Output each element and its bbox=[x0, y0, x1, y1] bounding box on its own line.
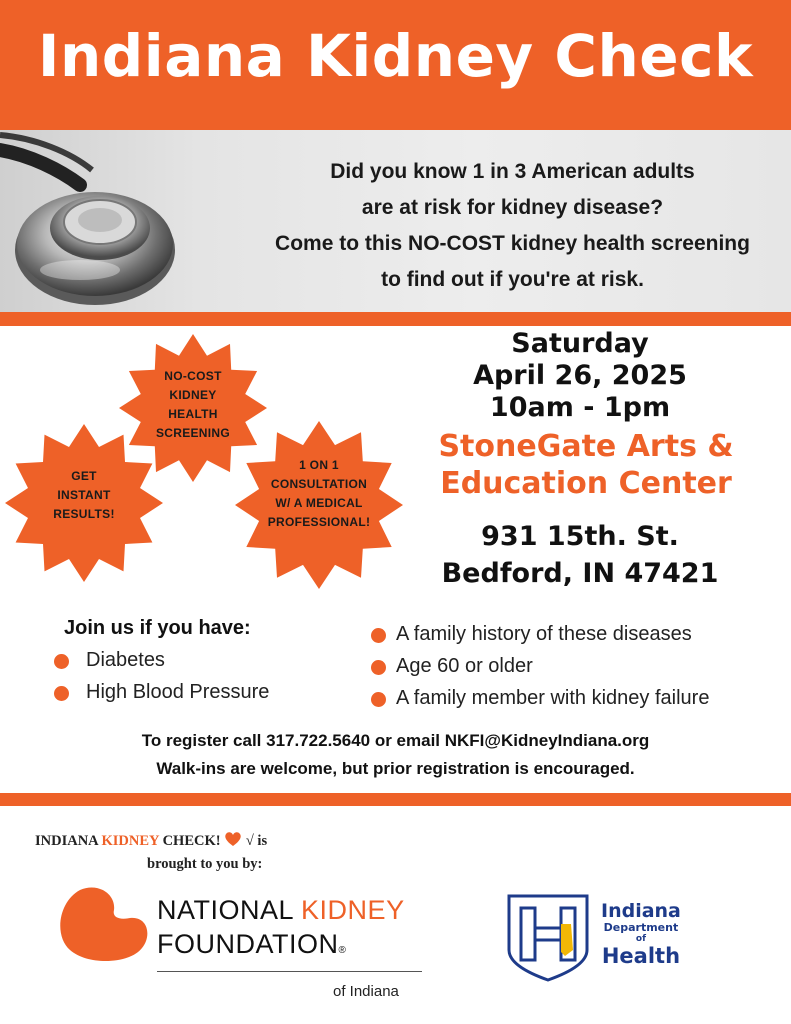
list-item: A family history of these diseases bbox=[371, 618, 709, 650]
event-time: 10am - 1pm bbox=[489, 392, 671, 423]
nkf-kidney-logo bbox=[58, 884, 150, 964]
idh-shield-logo bbox=[505, 890, 591, 982]
join-heading: Join us if you have: bbox=[64, 617, 251, 639]
condition-list bbox=[54, 644, 269, 708]
bullet-icon bbox=[371, 692, 386, 707]
intro-line: Did you know 1 in 3 American adults bbox=[330, 160, 695, 183]
bullet-icon bbox=[371, 628, 386, 643]
idh-name: Indiana Department of Health bbox=[601, 900, 681, 968]
divider bbox=[0, 312, 791, 326]
nkf-subtitle: of Indiana bbox=[333, 983, 399, 1000]
event-date: April 26, 2025 bbox=[473, 360, 687, 391]
nkf-name: NATIONAL KIDNEY FOUNDATION® bbox=[157, 895, 405, 959]
program-credit: INDIANA KIDNEY CHECK! √ is bbox=[35, 833, 268, 849]
registration-line: To register call 317.722.5640 or email NKFI@KidneyIndiana.org bbox=[141, 731, 650, 750]
divider bbox=[0, 793, 791, 806]
intro-line: are at risk for kidney disease? bbox=[361, 196, 664, 219]
registration-info bbox=[0, 727, 791, 783]
starburst-instant-results-text: GET INSTANT RESULTS! bbox=[53, 469, 115, 521]
event-address: 931 15th. St. Bedford, IN 47421 bbox=[441, 521, 719, 589]
event-datetime bbox=[430, 328, 730, 424]
condition-list-right bbox=[371, 618, 709, 714]
intro-line: to find out if you're at risk. bbox=[381, 268, 644, 291]
page-title: Indiana Kidney Check bbox=[37, 22, 754, 90]
list-item: Age 60 or older bbox=[371, 650, 709, 682]
nkf-divider bbox=[157, 971, 422, 972]
intro-line: Come to this NO-COST kidney health screening bbox=[275, 232, 750, 255]
bullet-icon bbox=[54, 686, 69, 701]
intro-text bbox=[225, 154, 791, 298]
brought-by: brought to you by: bbox=[147, 856, 263, 872]
bullet-icon bbox=[54, 654, 69, 669]
kidney-heart-icon bbox=[224, 831, 242, 847]
bullet-icon bbox=[371, 660, 386, 675]
list-item: A family member with kidney failure bbox=[371, 682, 709, 714]
starburst-consultation-text: 1 ON 1 CONSULTATION W/ A MEDICAL PROFESSIONAL! bbox=[267, 458, 371, 529]
walkin-line: Walk-ins are welcome, but prior registration is encouraged. bbox=[156, 759, 635, 778]
list-item: Diabetes bbox=[54, 644, 269, 676]
stethoscope-image bbox=[0, 130, 240, 312]
event-day: Saturday bbox=[511, 328, 649, 359]
starburst-no-cost-text: NO-COST KIDNEY HEALTH SCREENING bbox=[155, 369, 231, 440]
list-item: High Blood Pressure bbox=[54, 676, 269, 708]
event-venue: StoneGate Arts & Education Center bbox=[438, 429, 734, 501]
